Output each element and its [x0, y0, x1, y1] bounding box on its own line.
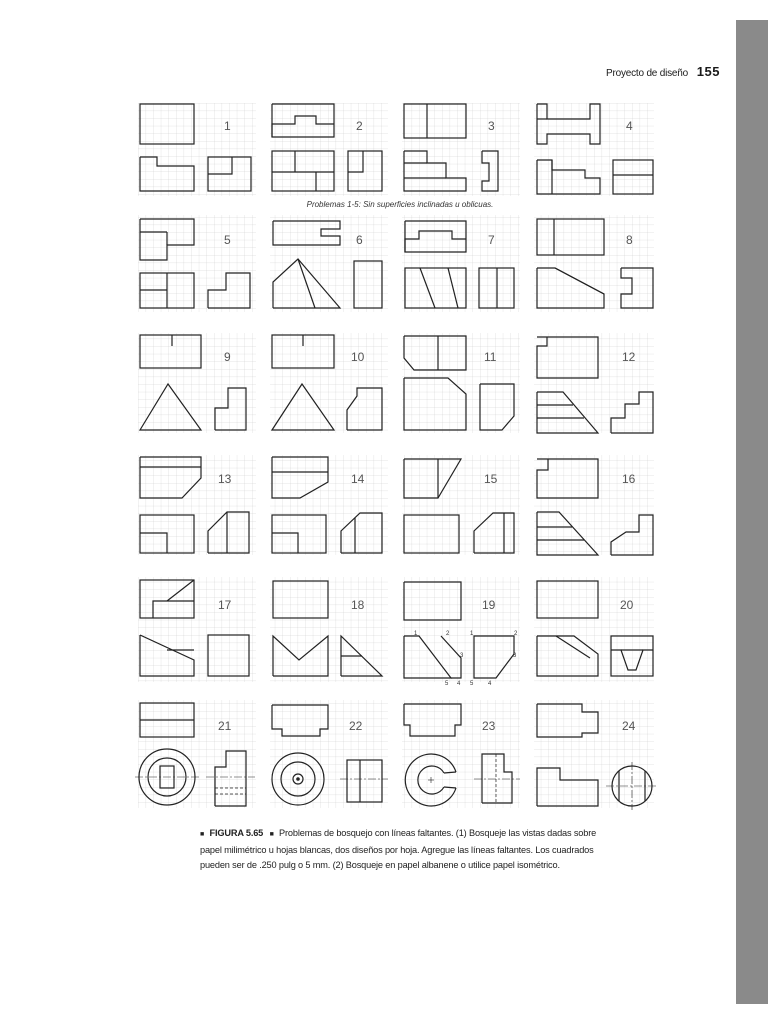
problem-number-22: 22	[349, 719, 363, 733]
figure-label: FIGURA 5.65	[209, 828, 264, 838]
problem-number-21: 21	[218, 719, 232, 733]
problem-number-13: 13	[218, 472, 232, 486]
problem-number-9: 9	[224, 350, 231, 364]
problem-number-23: 23	[482, 719, 496, 733]
problem-number-11: 11	[484, 350, 497, 364]
problem-number-7: 7	[488, 233, 495, 247]
caption-text: Problemas de bosquejo con líneas faltantes. (1) Bosqueje las vistas dadas sobre papel milimétrico u hojas blancas, dos diseños por hoja. Agregue las líneas faltantes. Los cuadrados pueden ser de .250 pulg o 5 mm. (2) Bosqueje en papel albanene o utilice papel isométrico.	[200, 828, 597, 870]
point-label: 3	[513, 653, 517, 659]
problem-number-15: 15	[484, 472, 498, 486]
problem-number-1: 1	[224, 119, 231, 133]
point-label: 5	[445, 681, 449, 687]
problem-number-14: 14	[351, 472, 365, 486]
problem-number-17: 17	[218, 598, 232, 612]
problem-number-20: 20	[620, 598, 634, 612]
problem-number-5: 5	[224, 233, 231, 247]
problem-number-10: 10	[351, 350, 365, 364]
problem-number-12: 12	[622, 350, 636, 364]
problem-number-16: 16	[622, 472, 636, 486]
page-number: 155	[696, 64, 720, 79]
section-title: Proyecto de diseño	[606, 68, 689, 79]
problem-number-24: 24	[622, 719, 636, 733]
point-label: 4	[457, 681, 461, 687]
figure-caption	[200, 826, 612, 874]
caption-bullet: ■	[200, 831, 205, 838]
figure-subcaption: Problemas 1-5: Sin superficies inclinadas u oblicuas.	[306, 200, 494, 209]
point-label: 1	[470, 631, 474, 637]
problem-number-8: 8	[626, 233, 633, 247]
point-label: 5	[470, 681, 474, 687]
problem-number-19: 19	[482, 598, 496, 612]
problem-number-4: 4	[626, 119, 633, 133]
point-label: 2	[446, 631, 450, 637]
problem-number-3: 3	[488, 119, 495, 133]
point-label: 1	[414, 631, 418, 637]
point-label: 3	[460, 653, 464, 659]
problem-number-6: 6	[356, 233, 363, 247]
caption-bullet: ■	[269, 831, 274, 838]
point-label: 2	[514, 631, 518, 637]
problem-number-18: 18	[351, 598, 365, 612]
point-label: 4	[488, 681, 492, 687]
problem-number-2: 2	[356, 119, 363, 133]
